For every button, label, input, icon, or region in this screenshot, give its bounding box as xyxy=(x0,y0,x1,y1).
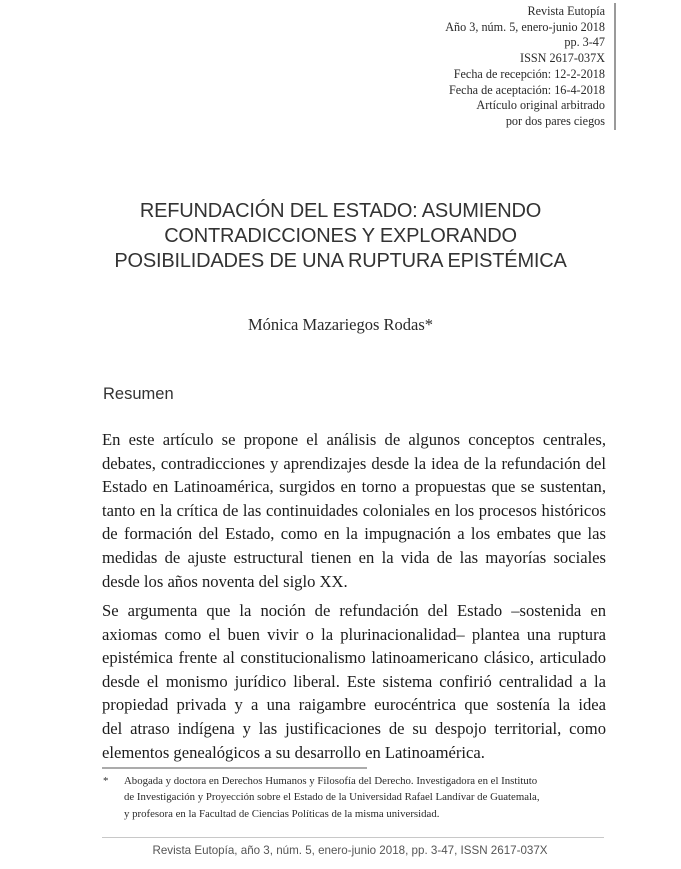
text-line: elementos genealógicos a su desarrollo en Latinoamérica. xyxy=(102,742,485,762)
text-line: tanto en la crítica de las continuidades coloniales en los procesos históricos xyxy=(102,500,606,520)
text-line: debates, contradicciones y aprendizajes desde la idea de la refundación del xyxy=(102,453,606,473)
abstract-paragraph-1 xyxy=(102,428,606,593)
journal-issn: ISSN 2617-037X xyxy=(520,51,605,66)
text-line: propiedad privada y a una raigambre eurocéntrica que sostenía la idea xyxy=(102,695,606,715)
title-line: POSIBILIDADES DE UNA RUPTURA EPISTÉMICA xyxy=(114,250,567,272)
article-title xyxy=(60,199,621,274)
abstract-heading: Resumen xyxy=(103,385,174,403)
footnote-marker: * xyxy=(103,775,109,787)
footnote-line: y profesora en la Facultad de Ciencias Políticas de la misma universidad. xyxy=(124,807,440,820)
review-note-line-2: por dos pares ciegos xyxy=(505,113,605,128)
title-line: CONTRADICCIONES Y EXPLORANDO xyxy=(164,225,517,247)
review-note-line-1: Artículo original arbitrado xyxy=(476,98,605,113)
footnote-line: de Investigación y Proyección sobre el Estado de la Universidad Rafael Landívar de Guatemala, xyxy=(124,791,540,804)
footer-separator xyxy=(102,837,604,838)
reception-date: Fecha de recepción: 12-2-2018 xyxy=(453,66,605,81)
journal-pages: pp. 3-47 xyxy=(564,35,605,50)
text-line: epistémica frente al constitucionalismo latinoamericano clásico, articulado xyxy=(102,648,606,668)
acceptance-date: Fecha de aceptación: 16-4-2018 xyxy=(448,82,605,97)
author-name: Mónica Mazariegos Rodas* xyxy=(247,315,434,334)
footnote-line: Abogada y doctora en Derechos Humanos y Filosofía del Derecho. Investigadora en el Instituto xyxy=(124,775,538,787)
text-line: desde el monismo jurídico liberal. Este sistema confirió centralidad a la xyxy=(102,671,606,691)
journal-info-header xyxy=(445,4,605,130)
text-line: axiomas como el buen vivir o la plurinacionalidad– plantea una ruptura xyxy=(102,624,606,644)
text-line: medidas de ajuste estructural tienen en la vida de las mayorías sociales xyxy=(102,547,606,567)
text-line: Estado en Latinoamérica, surgidos en torno a propuestas que se sustentan, xyxy=(102,477,606,497)
footnote-separator xyxy=(102,767,367,769)
text-line: del atraso indígena y las justificaciones de su despojo territorial, como xyxy=(102,718,606,738)
title-line: REFUNDACIÓN DEL ESTADO: ASUMIENDO xyxy=(139,200,542,222)
text-line: desde los años noventa del siglo XX. xyxy=(102,571,348,591)
header-vertical-rule xyxy=(614,3,616,130)
journal-name: Revista Eutopía xyxy=(527,4,605,18)
page-footer: Revista Eutopía, año 3, núm. 5, enero-junio 2018, pp. 3-47, ISSN 2617-037X xyxy=(152,844,548,857)
text-line: Se argumenta que la noción de refundación del Estado –sostenida en xyxy=(102,601,606,620)
journal-issue: Año 3, núm. 5, enero-junio 2018 xyxy=(445,19,605,34)
abstract-paragraph-2 xyxy=(102,599,606,764)
text-line: de formación del Estado, como en la impugnación a los embates que las xyxy=(102,524,606,544)
author-footnote xyxy=(102,773,607,822)
text-line: En este artículo se propone el análisis de algunos conceptos centrales, xyxy=(102,430,606,449)
